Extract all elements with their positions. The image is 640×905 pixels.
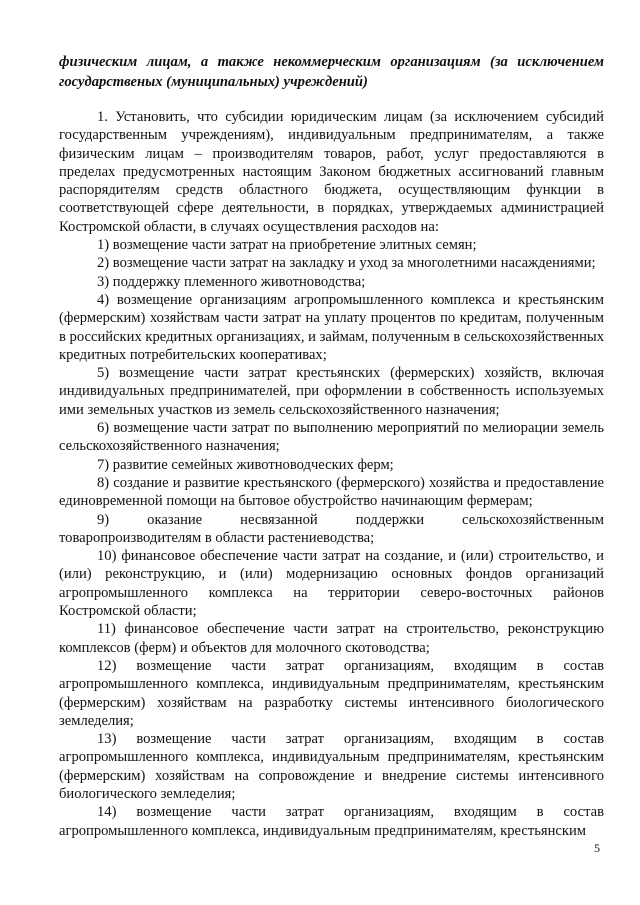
list-item-13: 13) возмещение части затрат организациям, входящим в состав агропромышленного комплекса, индивидуальным предпринимателям, крестьянским (фермерским) хозяйствам на сопровождение и внедрение системы интенсивного биологического земледелия; (59, 731, 604, 802)
list-item-6: 6) возмещение части затрат по выполнению мероприятий по мелиорации земель сельскохозяйственного назначения; (59, 420, 604, 455)
list-item-7: 7) развитие семейных животноводческих ферм; (97, 456, 394, 473)
list-item-10: 10) финансовое обеспечение части затрат на создание, и (или) строительство, и (или) реконструкцию, и (или) модернизацию основных фондов организаций агропромышленного комплекса на территории северо-восточных районов Костромской области; (59, 548, 604, 620)
list-item-14: 14) возмещение части затрат организациям, входящим в состав агропромышленного комплекса, индивидуальным предпринимателям, крестьянским (59, 804, 604, 839)
body-text (59, 108, 604, 840)
list-item-5: 5) возмещение части затрат крестьянских (фермерских) хозяйств, включая индивидуальных предпринимателей, при оформлении в собственность используемых ими земельных участков из земель сельскохозяйственного назначения; (59, 365, 604, 418)
list-item-9: 9) оказание несвязанной поддержки сельскохозяйственным товаропроизводителям в области растениеводства; (59, 511, 604, 546)
list-item-4: 4) возмещение организациям агропромышленного комплекса и крестьянским (фермерским) хозяйствам части затрат на уплату процентов по кредитам, полученным в российских кредитных организациях, и займам, полученным в сельскохозяйственных кредитных потребительских кооперативах; (59, 291, 604, 363)
list-item-11: 11) финансовое обеспечение части затрат на строительство, реконструкцию комплексов (ферм) и объектов для молочного скотоводства; (59, 621, 604, 656)
list-item-1: 1) возмещение части затрат на приобретение элитных семян; (97, 237, 477, 254)
list-item-12: 12) возмещение части затрат организациям, входящим в состав агропромышленного комплекса, индивидуальным предпринимателям, крестьянским (фермерским) хозяйствам на разработку системы интенсивного биологического земледелия; (59, 657, 604, 729)
paragraph-1: 1. Установить, что субсидии юридическим лицам (за исключением субсидий государственным учреждениям), индивидуальным предпринимателям, а также физическим лицам – производителям товаров, работ, услуг предоставляются в пределах предусмотренных настоящим Законом бюджетных ассигнований главным распорядителям средств областного бюджета, осуществляющим функции в соответствующей сфере деятельности, в порядках, утверждаемых администрацией Костромской области, в случаях осуществления расходов на: (59, 109, 604, 235)
list-item-2: 2) возмещение части затрат на закладку и уход за многолетними насаждениями; (97, 255, 596, 272)
list-item-8: 8) создание и развитие крестьянского (фермерского) хозяйства и предоставление единовременной помощи на бытовое обустройство начинающим фермерам; (59, 474, 604, 510)
list-item-3: 3) поддержку племенного животноводства; (97, 273, 366, 290)
page-number: 5 (594, 841, 600, 855)
section-heading: физическим лицам, а также некоммерческим организациям (за исключением государственых (муниципальных) учреждений) (59, 54, 604, 90)
